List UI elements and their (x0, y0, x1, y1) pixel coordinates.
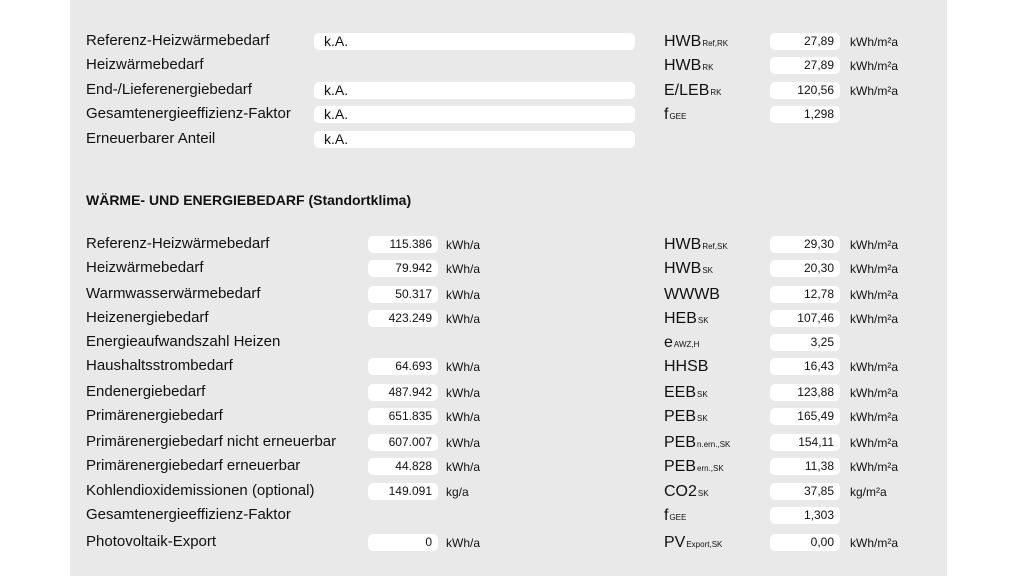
indicator-symbol (664, 234, 728, 258)
energy-row (70, 284, 947, 304)
absolute-value-field: 0 (368, 534, 438, 551)
row-label: Kohlendioxidemissionen (optional) (86, 482, 315, 499)
row-label: Haushaltsstrombedarf (86, 357, 233, 374)
indicator-symbol (664, 332, 699, 356)
specific-value-field: 37,85 (770, 483, 840, 500)
indicator-symbol (664, 258, 713, 282)
absolute-value-field: 607.007 (368, 434, 438, 451)
row-label: Heizwärmebedarf (86, 259, 204, 276)
energy-row (70, 356, 947, 376)
specific-unit: kWh/m²a (850, 360, 898, 374)
row-label: Energieaufwandszahl Heizen (86, 333, 281, 350)
specific-value-field: 1,298 (770, 106, 840, 123)
specific-unit: kWh/m²a (850, 536, 898, 550)
symbol-main: PEB (664, 408, 697, 425)
symbol-subscript: GEE (669, 513, 687, 522)
row-label: Primärenergiebedarf nicht erneuerbar (86, 433, 337, 450)
energy-row (70, 234, 947, 254)
row-label: Endenergiebedarf (86, 383, 206, 400)
specific-unit: kWh/m²a (850, 84, 898, 98)
indicator-symbol (664, 532, 722, 556)
row-label: Gesamtenergieeffizienz-Faktor (86, 506, 291, 523)
value-field: k.A. (314, 33, 635, 50)
absolute-unit: kWh/a (446, 460, 481, 474)
specific-value-field: 123,88 (770, 384, 840, 401)
top-row (70, 55, 947, 75)
specific-value-field: 1,303 (770, 507, 840, 524)
symbol-main: HWB (664, 33, 702, 50)
absolute-value-field: 651.835 (368, 408, 438, 425)
symbol-main: WWWB (664, 286, 720, 303)
row-label: Primärenergiebedarf (86, 407, 223, 424)
symbol-subscript: RK (710, 88, 722, 97)
specific-unit: kg/m²a (850, 485, 887, 499)
specific-unit: kWh/m²a (850, 460, 898, 474)
energy-certificate-panel (70, 0, 947, 576)
symbol-main: e (664, 334, 673, 351)
row-label: Erneuerbarer Anteil (86, 130, 216, 147)
energy-row (70, 532, 947, 552)
indicator-symbol (664, 284, 720, 306)
absolute-unit: kWh/a (446, 386, 481, 400)
specific-value-field: 107,46 (770, 310, 840, 327)
indicator-symbol (664, 308, 709, 332)
energy-row (70, 258, 947, 278)
symbol-main: EEB (664, 384, 697, 401)
specific-value-field: 20,30 (770, 260, 840, 277)
symbol-subscript: SK (697, 489, 709, 498)
absolute-value-field: 44.828 (368, 458, 438, 475)
absolute-unit: kWh/a (446, 238, 481, 252)
absolute-unit: kWh/a (446, 436, 481, 450)
indicator-symbol (664, 31, 728, 55)
specific-unit: kWh/m²a (850, 410, 898, 424)
energy-row (70, 332, 947, 352)
top-row (70, 80, 947, 100)
symbol-subscript: SK (697, 414, 708, 423)
absolute-value-field: 64.693 (368, 358, 438, 375)
value-field: k.A. (314, 82, 635, 99)
symbol-subscript: Ref,RK (702, 39, 729, 48)
specific-unit: kWh/m²a (850, 262, 898, 276)
symbol-main: PEB (664, 458, 697, 475)
row-label: Photovoltaik-Export (86, 533, 217, 550)
symbol-main: CO2 (664, 483, 697, 500)
specific-value-field: 29,30 (770, 236, 840, 253)
energy-row (70, 432, 947, 452)
indicator-symbol (664, 456, 724, 480)
specific-value-field: 120,56 (770, 82, 840, 99)
specific-unit: kWh/m²a (850, 386, 898, 400)
specific-value-field: 16,43 (770, 358, 840, 375)
value-field: k.A. (314, 106, 635, 123)
row-label: Referenz-Heizwärmebedarf (86, 235, 270, 252)
absolute-unit: kWh/a (446, 312, 481, 326)
specific-value-field: 11,38 (770, 458, 840, 475)
indicator-symbol (664, 432, 730, 456)
energy-row (70, 456, 947, 476)
symbol-main: PEB (664, 434, 697, 451)
absolute-value-field: 50.317 (368, 286, 438, 303)
specific-unit: kWh/m²a (850, 238, 898, 252)
specific-value-field: 27,89 (770, 33, 840, 50)
indicator-symbol (664, 104, 686, 128)
absolute-value-field: 79.942 (368, 260, 438, 277)
symbol-main: HHSB (664, 358, 709, 375)
indicator-symbol (664, 481, 709, 505)
symbol-subscript: Ref,SK (702, 242, 728, 251)
indicator-symbol (664, 80, 721, 104)
symbol-subscript: SK (697, 316, 709, 325)
specific-unit: kWh/m²a (850, 288, 898, 302)
energy-row (70, 505, 947, 525)
indicator-symbol (664, 406, 708, 430)
absolute-unit: kWh/a (446, 410, 481, 424)
value-field: k.A. (314, 131, 635, 148)
absolute-unit: kg/a (446, 485, 469, 499)
absolute-unit: kWh/a (446, 536, 481, 550)
absolute-unit: kWh/a (446, 360, 481, 374)
symbol-subscript: Export,SK (686, 540, 723, 549)
specific-value-field: 27,89 (770, 57, 840, 74)
indicator-symbol (664, 55, 713, 79)
top-row (70, 129, 947, 149)
section-heading: WÄRME- UND ENERGIEBEDARF (Standortklima) (86, 192, 412, 208)
specific-unit: kWh/m²a (850, 436, 898, 450)
symbol-main: f (664, 507, 669, 524)
specific-value-field: 3,25 (770, 334, 840, 351)
specific-unit: kWh/m²a (850, 312, 898, 326)
specific-unit: kWh/m²a (850, 59, 898, 73)
energy-row (70, 308, 947, 328)
energy-row (70, 481, 947, 501)
absolute-value-field: 487.942 (368, 384, 438, 401)
symbol-main: HWB (664, 57, 702, 74)
row-label: Primärenergiebedarf erneuerbar (86, 457, 301, 474)
symbol-main: HEB (664, 310, 697, 327)
symbol-main: HWB (664, 236, 702, 253)
symbol-main: f (664, 106, 669, 123)
row-label: Gesamtenergieeffizienz-Faktor (86, 105, 291, 122)
symbol-subscript: n.ern.,SK (697, 440, 731, 449)
symbol-subscript: GEE (669, 112, 687, 121)
indicator-symbol (664, 505, 686, 529)
symbol-subscript: SK (702, 266, 713, 275)
absolute-value-field: 423.249 (368, 310, 438, 327)
row-label: End-/Lieferenergiebedarf (86, 81, 252, 98)
specific-value-field: 0,00 (770, 534, 840, 551)
symbol-main: E/LEB (664, 82, 710, 99)
symbol-main: PV (664, 534, 686, 551)
symbol-subscript: AWZ,H (673, 340, 700, 349)
absolute-value-field: 115.386 (368, 236, 438, 253)
absolute-value-field: 149.091 (368, 483, 438, 500)
absolute-unit: kWh/a (446, 288, 481, 302)
energy-row (70, 382, 947, 402)
row-label: Heizenergiebedarf (86, 309, 209, 326)
energy-row (70, 406, 947, 426)
top-row (70, 104, 947, 124)
specific-value-field: 12,78 (770, 286, 840, 303)
indicator-symbol (664, 356, 708, 378)
row-label: Referenz-Heizwärmebedarf (86, 32, 270, 49)
symbol-main: HWB (664, 260, 702, 277)
symbol-subscript: ern.,SK (697, 464, 724, 473)
absolute-unit: kWh/a (446, 262, 481, 276)
row-label: Warmwasserwärmebedarf (86, 285, 261, 302)
specific-unit: kWh/m²a (850, 35, 898, 49)
symbol-subscript: SK (697, 390, 708, 399)
indicator-symbol (664, 382, 708, 406)
specific-value-field: 165,49 (770, 408, 840, 425)
top-row (70, 31, 947, 51)
specific-value-field: 154,11 (770, 434, 840, 451)
row-label: Heizwärmebedarf (86, 56, 204, 73)
symbol-subscript: RK (702, 63, 714, 72)
